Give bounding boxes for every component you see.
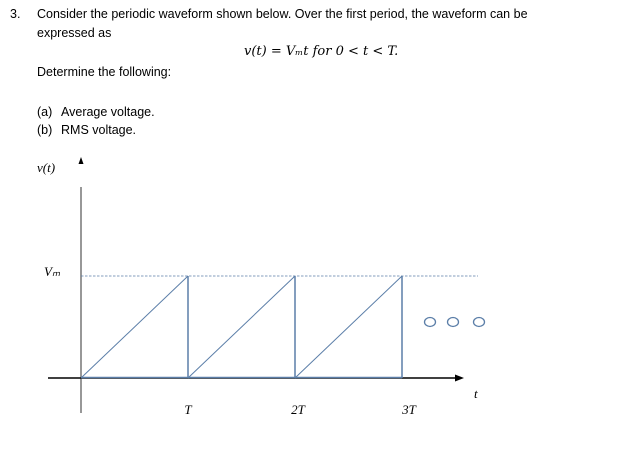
part-a-text: Average voltage. [61,105,155,119]
y-axis-arrow-icon [79,157,84,164]
tick-label-2T: 2T [291,402,305,417]
prompt: Determine the following: [37,65,172,79]
continuation-dot [425,318,436,327]
x-axis-arrow-icon [455,375,464,382]
wave-ramp [188,276,295,378]
y-axis-label: v(t) [37,160,56,175]
continuation-dot [448,318,459,327]
wave-ramp [81,276,188,378]
equation: v(t) = Vₘt for 0 < t < T. [244,44,399,59]
tick-label-T: T [184,402,192,417]
problem-intro-line1: Consider the periodic waveform shown below. Over the first period, the waveform can be [37,7,528,21]
part-a-label: (a) [37,105,53,119]
peak-label: Vₘ [44,264,61,279]
problem-intro-line2: expressed as [37,26,112,40]
continuation-dots-icon [425,318,485,327]
problem-number: 3. [10,7,21,21]
part-b-label: (b) [37,123,53,137]
continuation-dot [474,318,485,327]
tick-label-3T: 3T [402,402,416,417]
wave-ramp [295,276,402,378]
x-axis-label: t [474,386,478,401]
sawtooth-wave [81,276,402,378]
part-b-text: RMS voltage. [61,123,137,137]
